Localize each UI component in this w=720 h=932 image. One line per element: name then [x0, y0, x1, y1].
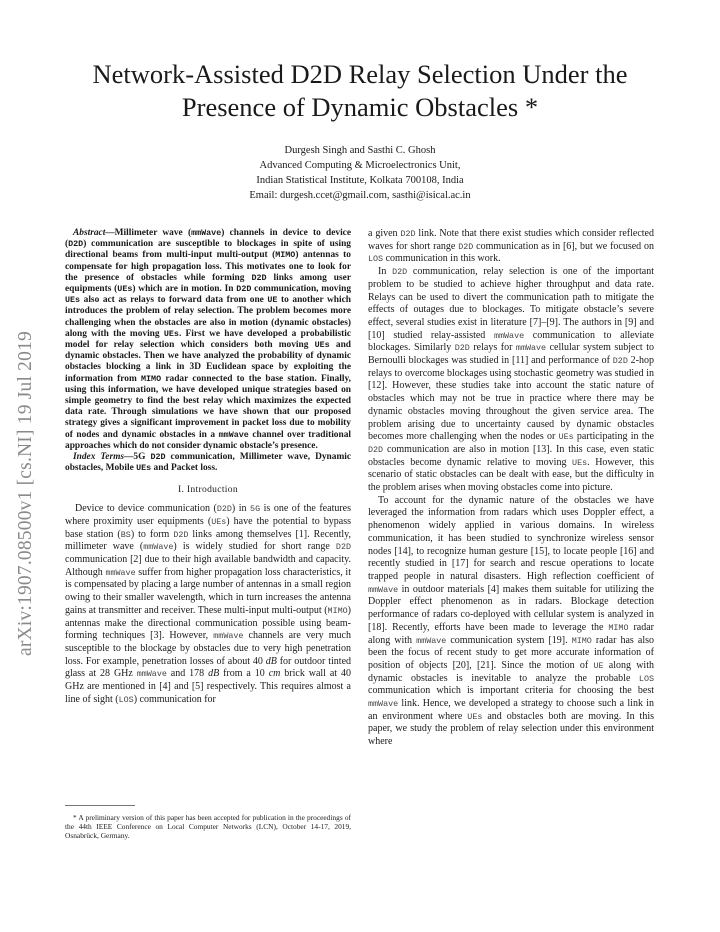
author-names: Durgesh Singh and Sasthi C. Ghosh	[284, 145, 436, 156]
arxiv-stamp	[5, 236, 51, 656]
left-column	[65, 228, 351, 706]
right-column	[368, 228, 654, 749]
abstract: Abstract—Millimeter wave (mmWave) channels in device to device (D2D) communication are susceptible to blockages in spite of using directional beams from multi-input multi-output (MIMO) antennas to compensate for high propagation loss. This motivates one to look for the presence of obstacles while forming D2D links among user equipments (UEs) which are in motion. In D2D communication, moving UEs also act as relays to forward data from one UE to another which introduces the problem of relay selection. The problem becomes more challenging when the obstacles are also in motion (dynamic obstacles) along with the moving UEs. First we have developed a probabilistic model for relay selection which considers both moving UEs and dynamic obstacles. Then we have analyzed the probability of dynamic obstacles blocking a link in 3D Euclidean space by exploiting the information from MIMO radar connected to the base station. Finally, using this information, we have developed unique strategies based on simple geometry to find the best relay which maximizes the expected data rate. Through simulations we have shown that our proposed strategy gives a significant improvement in packet loss due to mobility of nodes and dynamic obstacles in a mmWave channel over traditional approaches which do not consider dynamic obstacle’s presence.	[65, 228, 352, 451]
arxiv-stamp-text: arXiv:1907.08500v1 [cs.NI] 19 Jul 2019	[15, 331, 36, 656]
section-heading-introduction: I. Introduction	[178, 484, 238, 496]
index-terms: Index Terms—5G D2D communication, Millimeter wave, Dynamic obstacles, Mobile UEs and Packet loss.	[65, 452, 352, 474]
abstract-label: Abstract	[73, 228, 106, 238]
index-terms-label: Index Terms	[73, 452, 125, 463]
body-paragraph: In D2D communication, relay selection is one of the important problem to be studied to achieve higher throughput and data rate. Relays can be used to divert the communication path to mitigate the effects of outages due to blockages. To mitigate obstacle’s severe effect, several studies exist in literature [7]–[9]. The authors in [9] and [10] studied relay-assisted mmWave communication to alleviate blockages. Similarly D2D relays for mmWave cellular system subject to Bernoulli blockages was studied in [11] and performance of D2D 2-hop relays to overcome blockages using stochastic geometry was studied in [12]. However, these studies take into account the static nature of obstacles which may not be true in practice where there may be dynamic obstacles moving throughout the given service area. The problem arising due to uncertainty caused by dynamic obstacles becomes more challenging when the nodes or UEs participating in the D2D communication are also in motion [13]. In this case, even static obstacles become dynamic relative to moving UEs. However, this scenario of static obstacles can be dealt with ease, but the difficulty in the problem arises when moving obstacles come into picture.	[368, 266, 655, 494]
author-institute: Indian Statistical Institute, Kolkata 700108, India	[256, 175, 464, 186]
footnote-rule	[65, 805, 135, 806]
footnote	[65, 813, 351, 840]
paper-title: Network-Assisted D2D Relay Selection Under the Presence of Dynamic Obstacles *	[92, 59, 628, 122]
author-email: Email: durgesh.ccet@gmail.com, sasthi@isical.ac.in	[249, 190, 471, 201]
body-paragraph: To account for the dynamic nature of the obstacles we have leveraged the information from radars which uses Doppler effect, a phenomenon widely applied in various domains. In wireless communication, it has been studied to synchronize wireless sensor nodes [14], to recognize human gesture [15], to locate people [16] and recently studied in [17] for search and rescue operations to locate trapped people in natural disasters. High reflection coefficient of mmWave in outdoor materials [4] makes them suitable for utilizing the Doppler effect phenomenon as in radars. Blockage detection performance of radars co-deployed with cellular system is analyzed in [18]. Recently, efforts have been made to leverage the MIMO radar along with mmWave communication system [19]. MIMO radar has also been the focus of recent study to get more accurate information of position of objects [20], [21]. Since the motion of UE along with dynamic obstacles is inevitable to analyze the probable LOS communication which is important criteria for choosing the best mmWave link. Hence, we developed a strategy to choose such a link in an environment where UEs and obstacles both are moving. In this paper, we study the problem of relay selection under this environment where	[368, 494, 655, 748]
author-block	[160, 143, 560, 203]
footnote-text: * A preliminary version of this paper has been accepted for publication in the proceedings of the 44th IEEE Conference on Local Computer Networks (LCN), October 14-17, 2019, Osnabrück, Germany.	[65, 813, 351, 840]
body-paragraph: a given D2D link. Note that there exist studies which consider reflected waves for short range D2D communication as in [6], but we focused on LOS communication in this work.	[368, 228, 655, 265]
body-paragraph: Device to device communication (D2D) in 5G is one of the features where proximity user equipments (UEs) have the potential to bypass base station (BS) to form D2D links among themselves [1]. Recently, millimeter wave (mmWave) is widely studied for short range D2D communication [2] due to their high available bandwidth and capacity. Although mmWave suffer from higher propagation loss characteristics, it is compensated by placing a large number of antennas in a small region owing to their smaller wavelength, which in turn increases the antenna gains at transmitter and receiver. These multi-input multi-output (MIMO) antennas make the directional communication possible using beam-forming techniques [3]. However, mmWave channels are very much susceptible to the blockage by obstacles due to very high penetration loss. For example, penetration losses of about 40 dB for outdoor tinted glass at 28 GHz mmWave and 178 dB from a 10 cm brick wall at 40 GHz are mentioned in [4] and [5] respectively. This requires almost a line of sight (LOS) communication for	[65, 503, 352, 705]
author-unit: Advanced Computing & Microelectronics Unit,	[259, 160, 461, 171]
